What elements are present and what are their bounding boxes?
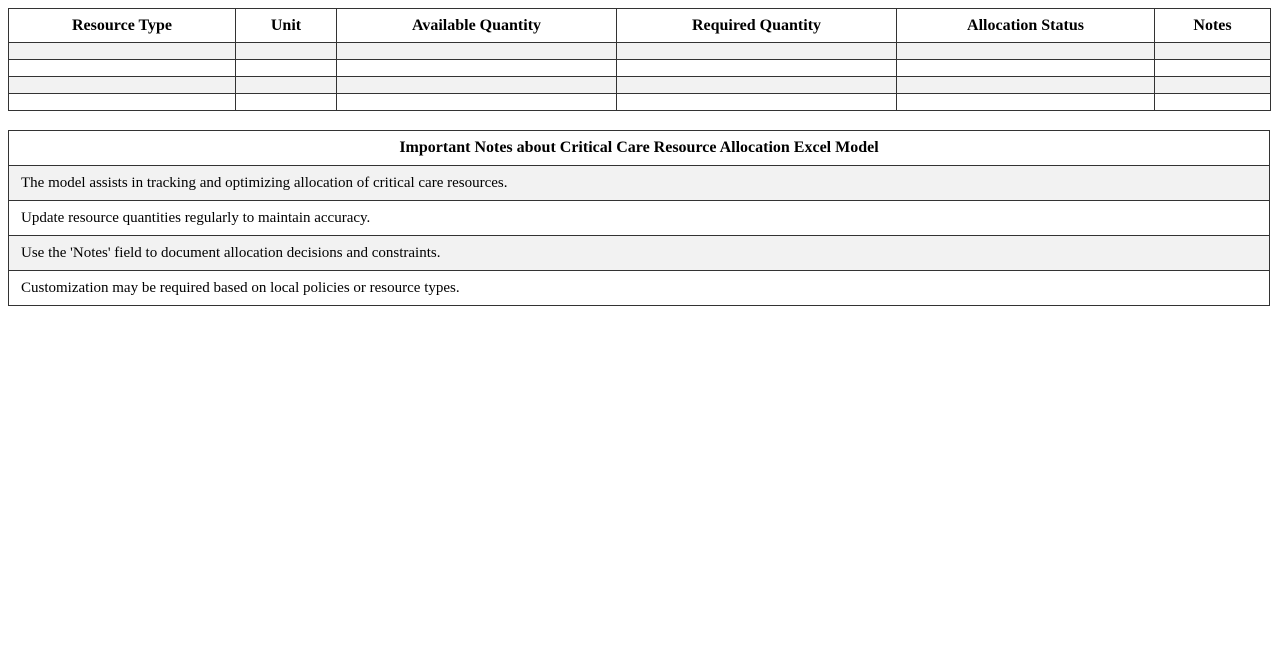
note-item: Customization may be required based on local policies or resource types.: [9, 271, 1270, 306]
cell[interactable]: [337, 43, 617, 60]
table-row: [9, 94, 1271, 111]
cell[interactable]: [1155, 94, 1271, 111]
header-required-quantity: Required Quantity: [617, 9, 897, 43]
cell[interactable]: [1155, 77, 1271, 94]
cell[interactable]: [897, 94, 1155, 111]
cell[interactable]: [897, 43, 1155, 60]
cell[interactable]: [236, 60, 337, 77]
cell[interactable]: [337, 94, 617, 111]
cell[interactable]: [236, 77, 337, 94]
cell[interactable]: [9, 94, 236, 111]
cell[interactable]: [1155, 43, 1271, 60]
cell[interactable]: [1155, 60, 1271, 77]
cell[interactable]: [337, 60, 617, 77]
cell[interactable]: [9, 43, 236, 60]
header-notes: Notes: [1155, 9, 1271, 43]
header-unit: Unit: [236, 9, 337, 43]
table-row: [9, 43, 1271, 60]
cell[interactable]: [897, 60, 1155, 77]
cell[interactable]: [617, 43, 897, 60]
cell[interactable]: [9, 60, 236, 77]
table-row: [9, 60, 1271, 77]
cell[interactable]: [337, 77, 617, 94]
note-item: Update resource quantities regularly to maintain accuracy.: [9, 201, 1270, 236]
header-row: [9, 9, 1271, 43]
header-allocation-status: Allocation Status: [897, 9, 1155, 43]
cell[interactable]: [236, 43, 337, 60]
table-row: [9, 77, 1271, 94]
important-notes-table: [8, 130, 1270, 306]
resource-allocation-table: [8, 8, 1271, 111]
cell[interactable]: [617, 60, 897, 77]
cell[interactable]: [617, 77, 897, 94]
notes-title: Important Notes about Critical Care Resource Allocation Excel Model: [9, 131, 1270, 166]
header-available-quantity: Available Quantity: [337, 9, 617, 43]
header-resource-type: Resource Type: [9, 9, 236, 43]
note-item: The model assists in tracking and optimizing allocation of critical care resources.: [9, 166, 1270, 201]
cell[interactable]: [897, 77, 1155, 94]
note-item: Use the 'Notes' field to document allocation decisions and constraints.: [9, 236, 1270, 271]
cell[interactable]: [236, 94, 337, 111]
cell[interactable]: [617, 94, 897, 111]
cell[interactable]: [9, 77, 236, 94]
